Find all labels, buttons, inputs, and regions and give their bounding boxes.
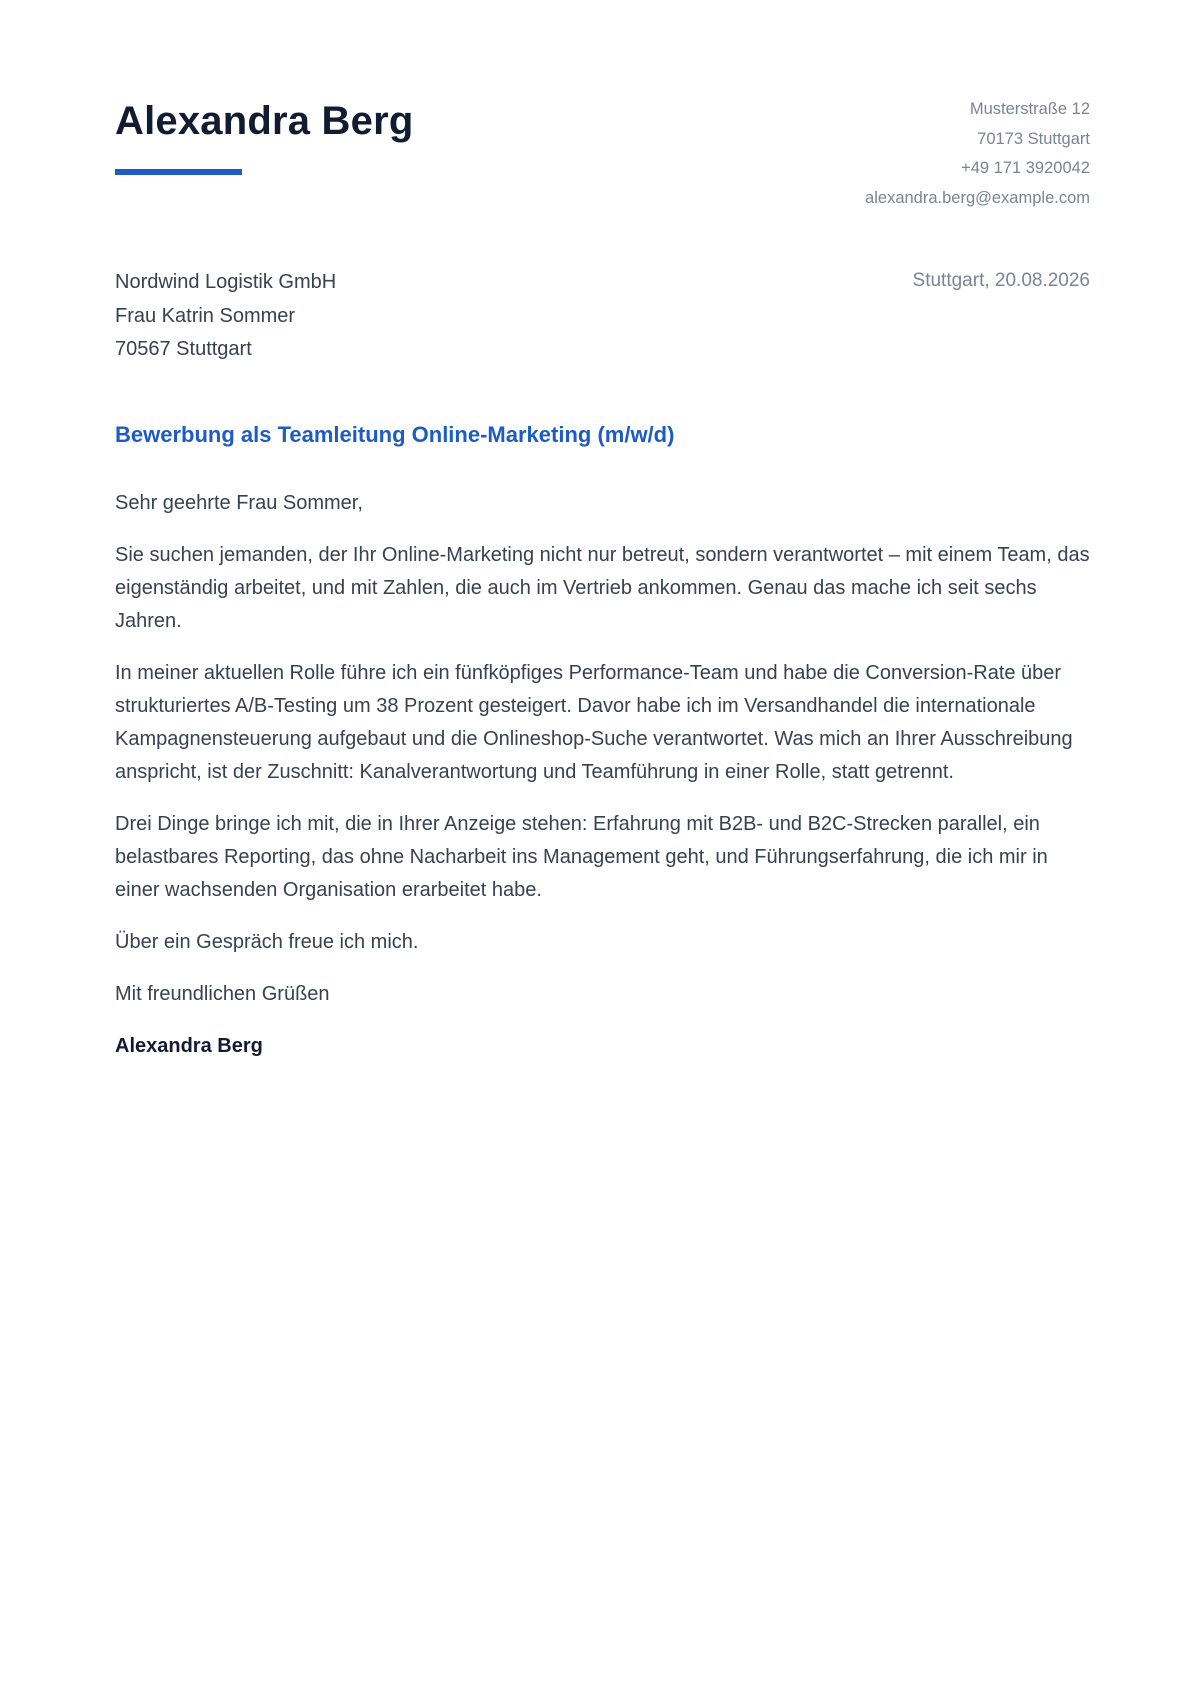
letter-page xyxy=(115,0,1090,1698)
signature: Alexandra Berg xyxy=(115,1035,263,1057)
salutation: Sehr geehrte Frau Sommer, xyxy=(115,492,363,514)
letter-body xyxy=(115,487,1095,1082)
letter-date: Stuttgart, 20.08.2026 xyxy=(912,270,1090,291)
recipient-company: Nordwind Logistik GmbH xyxy=(115,271,337,293)
body-paragraph: Drei Dinge bringe ich mit, die in Ihrer Anzeige stehen: Erfahrung mit B2B- und B2C-Strecken parallel, ein belastbares Reporting, das ohne Nacharbeit ins Management geht, und Führungserfahrung, die ich mir in einer wachsenden Organisation erarbeitet habe. xyxy=(115,813,1048,901)
sender-email: alexandra.berg@example.com xyxy=(865,188,1090,207)
letter-subject: Bewerbung als Teamleitung Online-Marketing (m/w/d) xyxy=(115,422,675,447)
sender-city: 70173 Stuttgart xyxy=(977,129,1090,148)
sender-street: Musterstraße 12 xyxy=(969,100,1090,118)
recipient-contact: Frau Katrin Sommer xyxy=(115,304,296,327)
sender-phone: +49 171 3920042 xyxy=(961,159,1090,177)
recipient-address xyxy=(115,266,336,367)
recipient-city: 70567 Stuttgart xyxy=(115,338,252,360)
sender-name: Alexandra Berg xyxy=(115,99,414,143)
body-paragraph: In meiner aktuellen Rolle führe ich ein fünfköpfiges Performance-Team und habe die Conversion-Rate über strukturiertes A/B-Testing um 38 Prozent gesteigert. Davor habe ich im Versandhandel die internationale Kampagnensteuerung aufgebaut und die Onlineshop-Suche verantwortet. Was mich an Ihrer Ausschreibung anspricht, ist der Zuschnitt: Kanalverantwortung und Teamführung in einer Rolle, statt getrennt. xyxy=(115,662,1073,783)
sender-contact-block xyxy=(865,95,1090,213)
body-paragraph: Über ein Gespräch freue ich mich. xyxy=(115,931,419,953)
closing: Mit freundlichen Grüßen xyxy=(115,983,330,1005)
body-paragraph: Sie suchen jemanden, der Ihr Online-Marketing nicht nur betreut, sondern verantwortet – mit einem Team, das eigenständig arbeitet, und mit Zahlen, die auch im Vertrieb ankommen. Genau das mache ich seit sechs Jahren. xyxy=(115,544,1090,632)
accent-divider xyxy=(115,169,242,175)
